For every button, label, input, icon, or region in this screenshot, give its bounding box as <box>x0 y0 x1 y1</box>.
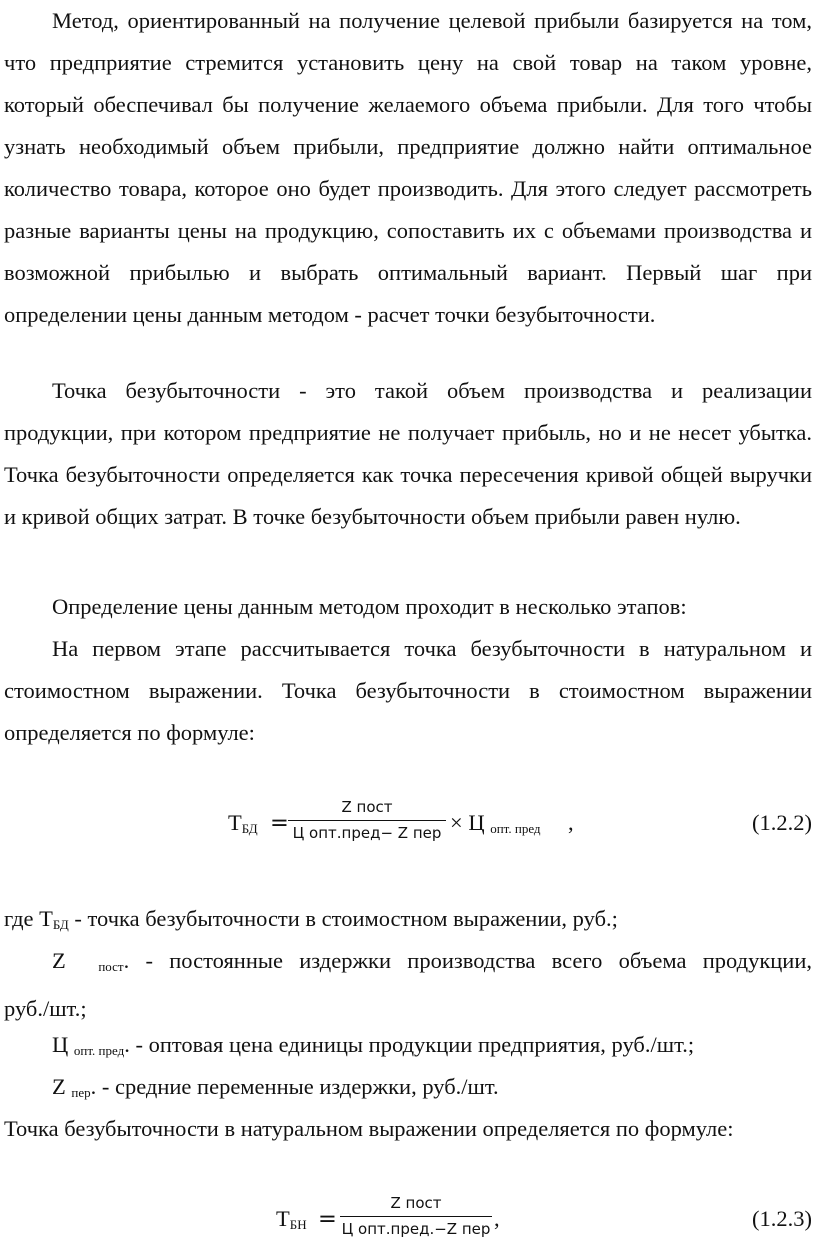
definition-variable-costs <box>4 1066 812 1114</box>
formula-lhs-symbol: Т <box>276 1206 290 1231</box>
paragraph-text: Точка безубыточности в натуральном выражении определяется по формуле: <box>4 1116 734 1141</box>
fraction-bar <box>288 820 446 821</box>
definition-line <box>4 1066 812 1114</box>
formula-lhs <box>276 1206 307 1233</box>
fraction-bar <box>340 1216 492 1217</box>
formula-numerator: Z пост <box>341 798 393 816</box>
formula-lhs-subscript: БН <box>289 1217 307 1232</box>
definition-fixed-costs <box>4 940 812 1030</box>
definition-wholesale-price <box>4 1024 812 1072</box>
paragraph-text: Метод, ориентированный на получение целевой прибыли базируется на том, что предприятие стремится установить цену на свой товар на таком уровне, который обеспечивал бы получение желаемого объема прибыли. Для того чтобы узнать необходимый объем прибыли, предприятие должно найти оптимальное количество товара, которое оно будет производить. Для этого следует рассмотреть разные варианты цены на продукцию, сопоставить их с объемами производства и возможной прибылью и выбрать оптимальный вариант. Первый шаг при определении цены данным методом - расчет точки безубыточности. <box>4 8 812 327</box>
formula-fraction <box>340 1192 492 1239</box>
definition-text: . - средние переменные издержки, руб./шт. <box>90 1074 499 1099</box>
definition-symbol: Z <box>52 1074 66 1099</box>
definition-text: . - постоянные издержки производства всего объема продукции, <box>123 948 813 973</box>
paragraph-text: Точка безубыточности - это такой объем производства и реализации продукции, при котором предприятие не получает прибыль, но и не несет убытка. Точка безубыточности определяется как точка пересечения кривой общей выручки и кривой общих затрат. В точке безубыточности объем прибыли равен нулю. <box>4 378 812 529</box>
definition-subscript: пер <box>71 1085 91 1100</box>
formula-multiplier <box>450 810 541 837</box>
definition-line <box>4 1024 812 1072</box>
definition-symbol: Z <box>52 948 66 973</box>
paragraph-stages-intro <box>4 586 812 628</box>
definition-text: . - оптовая цена единицы продукции предприятия, руб./шт.; <box>124 1032 695 1057</box>
formula-numerator: Z пост <box>390 1194 442 1212</box>
formula-denominator: Ц опт.пред− Z пер <box>292 824 442 842</box>
paragraph-break-even-definition <box>4 370 812 538</box>
definition-symbol: где Т <box>4 906 53 931</box>
paragraph-text: Определение цены данным методом проходит в несколько этапов: <box>52 594 687 619</box>
formula-lhs <box>228 810 258 837</box>
definition-subscript: опт. пред <box>73 1043 125 1058</box>
formula-break-even-units <box>0 1192 816 1252</box>
formula-break-even-value <box>0 796 816 856</box>
definition-break-even-value <box>4 898 812 946</box>
formula-fraction <box>288 796 446 843</box>
definition-line <box>4 898 812 946</box>
equation-number: (1.2.3) <box>752 1206 812 1231</box>
formula-comma: , <box>568 810 574 835</box>
paragraph-text: На первом этапе рассчитывается точка безубыточности в натуральном и стоимостном выражении. Точка безубыточности в стоимостном выражении определяется по формуле: <box>4 636 812 745</box>
paragraph-first-stage <box>4 628 812 754</box>
definition-subscript: пост <box>98 959 124 974</box>
paragraph-natural-units <box>4 1108 812 1150</box>
formula-lhs-subscript: БД <box>241 821 258 836</box>
formula-equals: = <box>270 810 289 836</box>
paragraph-target-profit-method <box>4 0 812 336</box>
definition-text: - точка безубыточности в стоимостном выражении, руб.; <box>68 906 618 931</box>
formula-multiplier-symbol: × Ц <box>450 810 485 835</box>
formula-equals: = <box>318 1206 337 1232</box>
formula-lhs-symbol: Т <box>228 810 242 835</box>
definition-subscript: БД <box>52 917 69 932</box>
formula-multiplier-subscript: опт. пред <box>490 821 541 836</box>
formula-denominator: Ц опт.пред.−Z пер <box>341 1220 491 1238</box>
definition-continuation: руб./шт.; <box>4 996 87 1021</box>
definition-symbol: Ц <box>52 1032 69 1057</box>
definition-line <box>4 940 812 988</box>
formula-comma: , <box>494 1206 500 1231</box>
equation-number: (1.2.2) <box>752 810 812 835</box>
